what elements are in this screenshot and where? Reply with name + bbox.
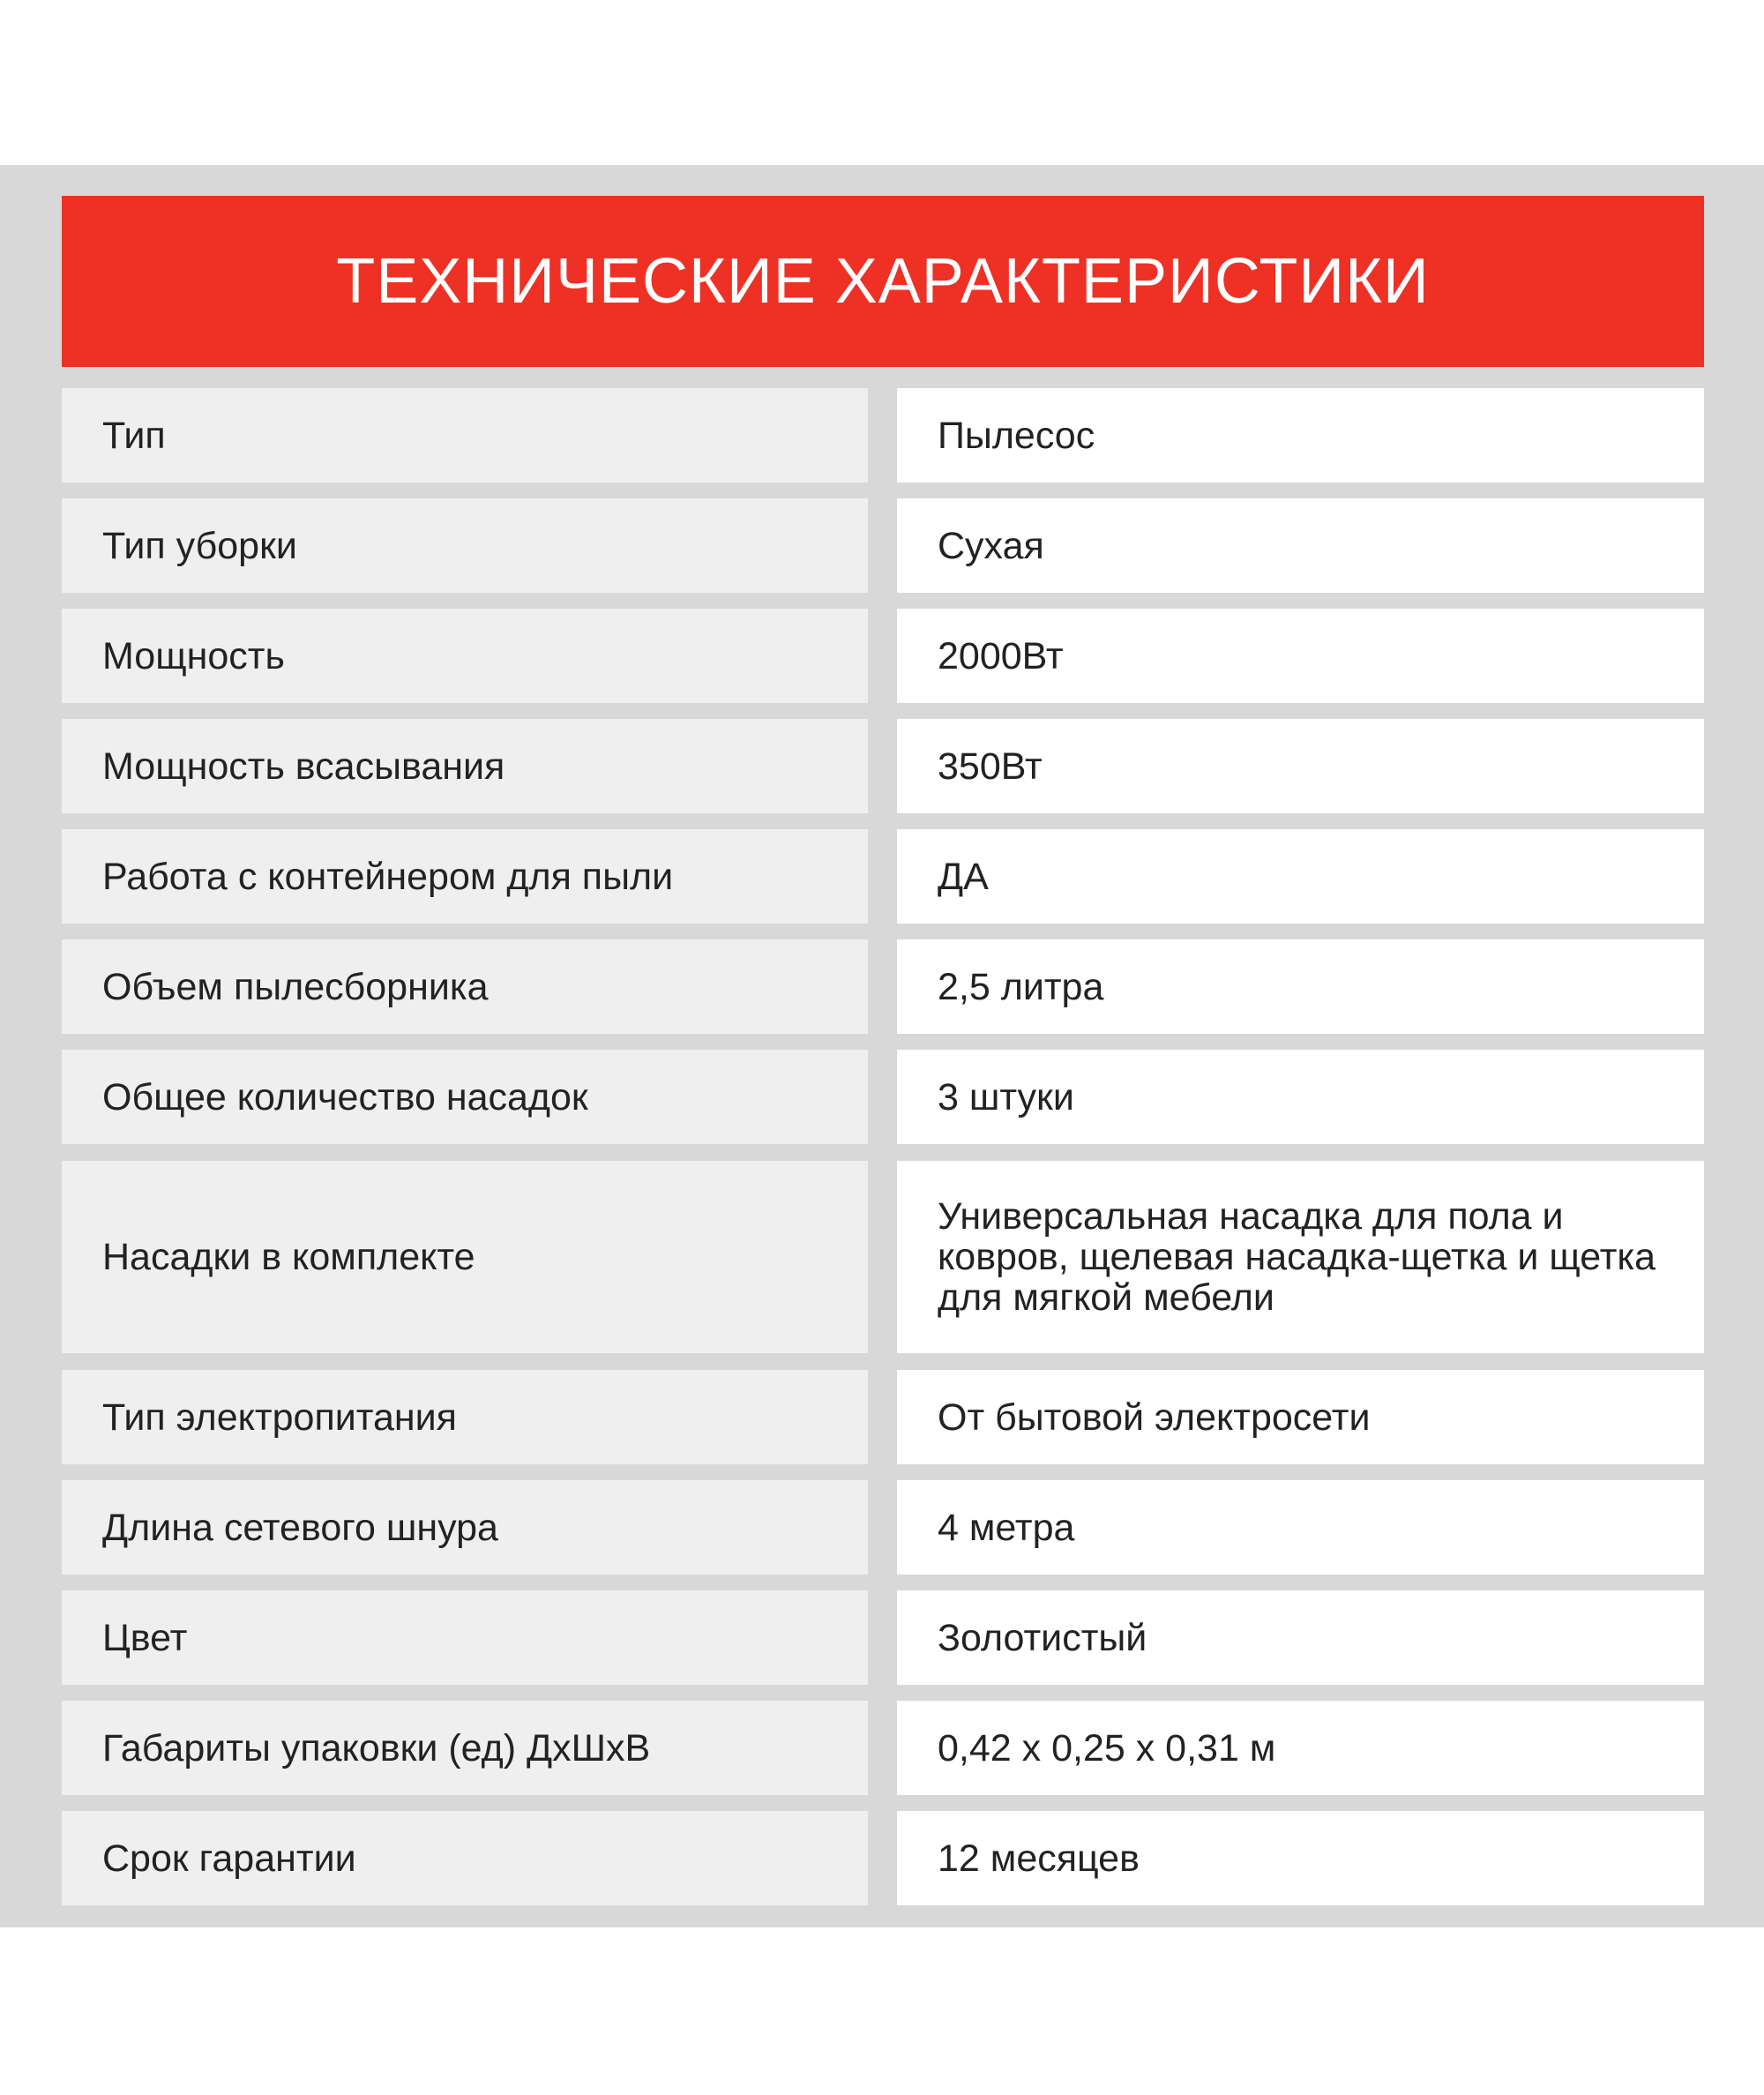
spec-value: От бытовой электросети [897,1370,1704,1464]
spec-label: Габариты упаковки (ед) ДхШхВ [62,1701,868,1795]
spec-value: 2000Вт [897,609,1704,703]
spec-value: 2,5 литра [897,939,1704,1034]
spec-label: Насадки в комплекте [62,1161,868,1353]
page-title: ТЕХНИЧЕСКИЕ ХАРАКТЕРИСТИКИ [336,246,1430,317]
spec-label: Объем пылесборника [62,939,868,1034]
spec-value: 3 штуки [897,1050,1704,1144]
spec-value: 350Вт [897,719,1704,813]
spec-label: Тип [62,388,868,483]
spec-value: Пылесос [897,388,1704,483]
spec-label: Тип уборки [62,498,868,593]
spec-value: Сухая [897,498,1704,593]
spec-label: Длина сетевого шнура [62,1480,868,1575]
spec-value: Золотистый [897,1590,1704,1685]
spec-label: Мощность [62,609,868,703]
spec-label: Мощность всасывания [62,719,868,813]
spec-value: Универсальная насадка для пола и ковров, щелевая насадка-щетка и щетка для мягкой мебели [897,1161,1704,1353]
spec-label: Тип электропитания [62,1370,868,1464]
spec-label: Срок гарантии [62,1811,868,1905]
spec-value: ДА [897,829,1704,924]
spec-label: Работа с контейнером для пыли [62,829,868,924]
spec-value: 4 метра [897,1480,1704,1575]
spec-label: Цвет [62,1590,868,1685]
spec-label: Общее количество насадок [62,1050,868,1144]
specs-header [62,196,1704,367]
spec-value: 12 месяцев [897,1811,1704,1905]
spec-value: 0,42 x 0,25 x 0,31 м [897,1701,1704,1795]
